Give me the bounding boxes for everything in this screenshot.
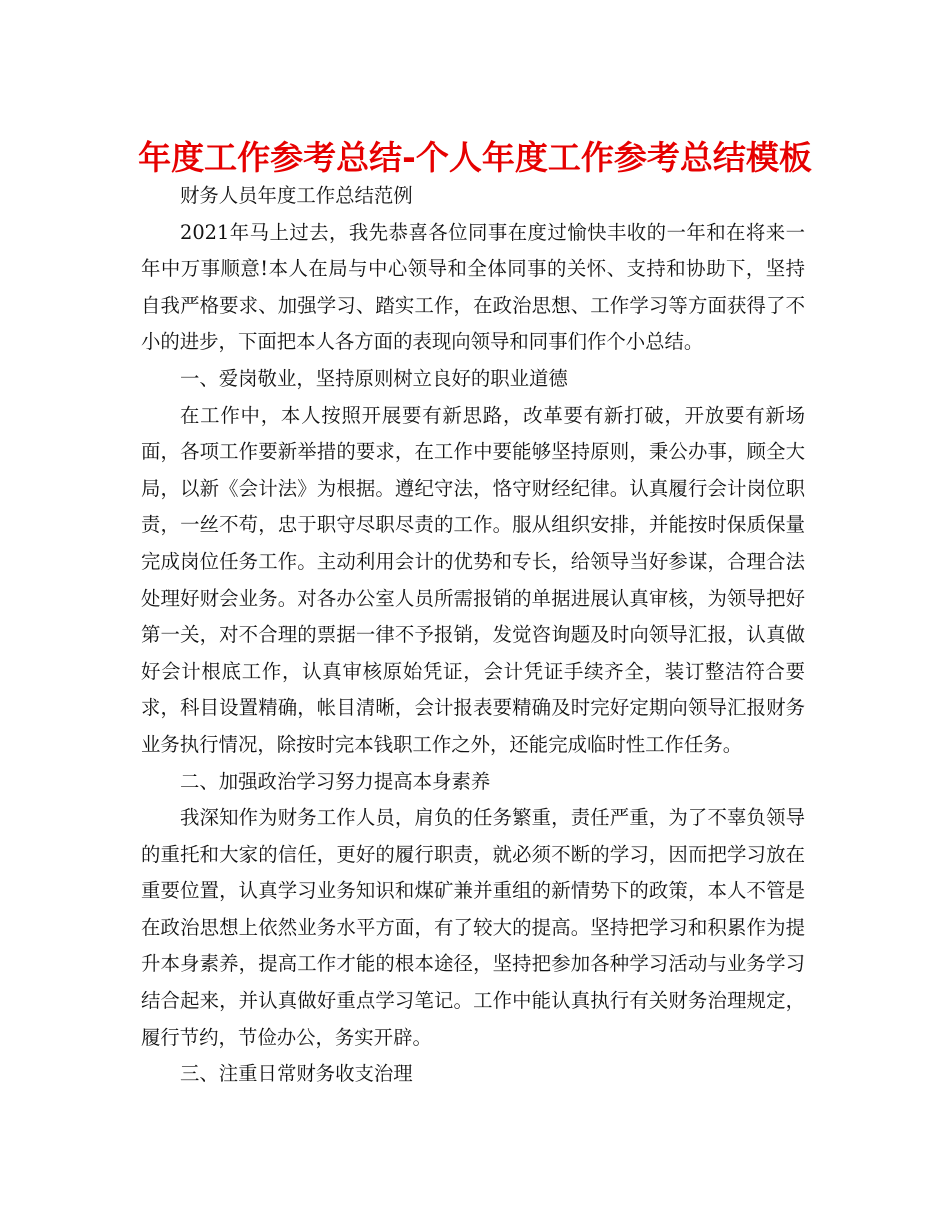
section-1-paragraph: 在工作中，本人按照开展要有新思路，改革要有新打破，开放要有新场面，各项工作要新举措的要求，在工作中要能够坚持原则，秉公办事，顾全大局，以新《会计法》为根据。遵纪守法，恪守财经纪律。认真履行会计岗位职责，一丝不苟，忠于职守尽职尽责的工作。服从组织安排，并能按时保质保量完成岗位任务工作。主动利用会计的优势和专长，给领导当好参谋，合理合法处理好财会业务。对各办公室人员所需报销的单据进展认真审核，为领导把好第一关，对不合理的票据一律不予报销，发觉咨询题及时向领导汇报，认真做好会计根底工作，认真审核原始凭证，会计凭证手续齐全，装订整洁符合要求，科目设置精确，帐目清晰，会计报表要精确及时完好定期向领导汇报财务业务执行情况，除按时完本钱职工作之外，还能完成临时性工作任务。 bbox=[141, 403, 805, 756]
section-heading-3: 三、注重日常财务收支治理 bbox=[180, 1062, 413, 1086]
subtitle-paragraph: 财务人员年度工作总结范例 bbox=[180, 184, 413, 207]
section-2-paragraph: 我深知作为财务工作人员，肩负的任务繁重，责任严重，为了不辜负领导的重托和大家的信任，更好的履行职责，就必须不断的学习，因而把学习放在重要位置，认真学习业务知识和煤矿兼并重组的新情势下的政策，本人不管是在政治思想上依然业务水平方面，有了较大的提高。坚持把学习和积累作为提升本身素养，提高工作才能的根本途径，坚持把参加各种学习活动与业务学习结合起来，并认真做好重点学习笔记。工作中能认真执行有关财务治理规定，履行节约，节俭办公，务实开辟。 bbox=[141, 806, 805, 1049]
document-body bbox=[141, 178, 805, 1093]
document-title: 年度工作参考总结-个人年度工作参考总结模板 bbox=[138, 138, 812, 177]
section-heading-1: 一、爱岗敬业，坚持原则树立良好的职业道德 bbox=[180, 366, 568, 390]
section-heading-2: 二、加强政治学习努力提高本身素养 bbox=[180, 769, 491, 793]
intro-paragraph: 2021年马上过去，我先恭喜各位同事在度过愉快丰收的一年和在将来一年中万事顺意!本人在局与中心领导和全体同事的关怀、支持和协助下，坚持自我严格要求、加强学习、踏实工作，在政治思想、工作学习等方面获得了不小的进步，下面把本人各方面的表现向领导和同事们作个小总结。 bbox=[141, 220, 805, 354]
